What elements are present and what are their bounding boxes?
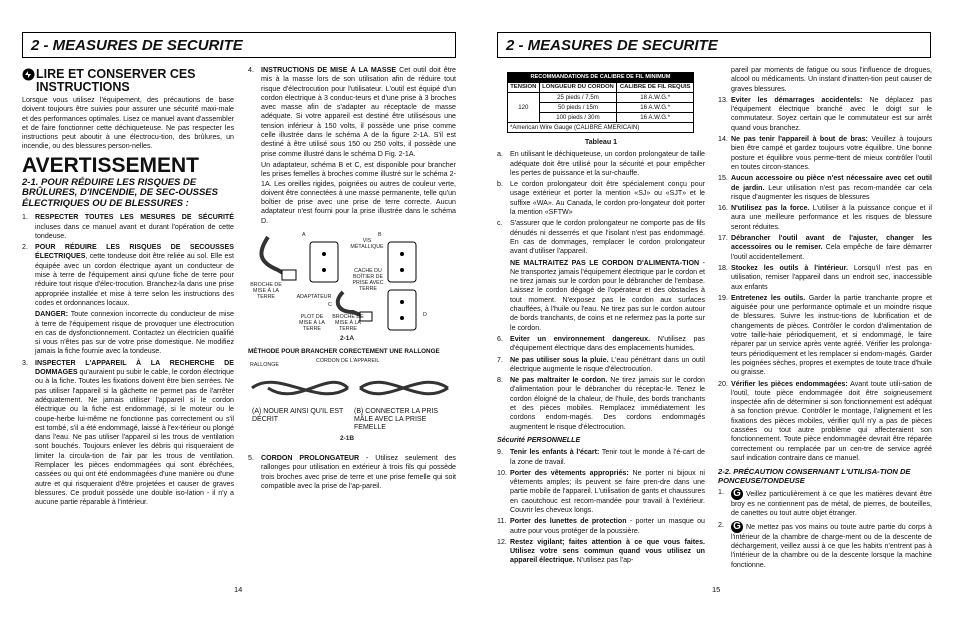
item-number: 7. — [497, 355, 503, 364]
item-number: 17. — [718, 234, 728, 243]
warning-symbol-icon: G — [731, 521, 743, 533]
item-body: Veuillez à toujours bien être campé et gardez toujours votre équilibre. Une bonne posture et équilibre vous perme-ttent de mieux contrôler l'outil en toutes circon-stances. — [731, 135, 932, 171]
label-broche-2: BROCHE DE MISE À LA TERRE — [332, 314, 364, 333]
item-number: 20. — [718, 379, 728, 388]
personal-safety-heading: Sécurité PERSONNELLE — [497, 435, 581, 444]
item-lead: INSTRUCTIONS DE MISE À LA MASSE — [261, 66, 397, 74]
item-lead: Tenir les enfants à l'écart: — [510, 448, 600, 457]
item-body: S'assurer que le cordon prolongateur ne comporte pas de fils dénudés ni desserrés et que l'isolant n'est pas endommagé. En cas de dommages, remplacer le cordon prolongateur avant d'utiliser l'appareil. — [510, 219, 705, 256]
item-body: incluses dans ce manuel avant et durant l'opération de cette tondeuse. — [35, 222, 234, 240]
left-page-header: 2 - MEASURES DE SECURITE — [22, 32, 456, 58]
right-column-1 — [497, 72, 705, 582]
item-body: Leur utilisation n'est pas recom-mandée car cela risque d'augmenter les risques de blessures — [731, 183, 932, 201]
wire-gauge-table — [507, 72, 694, 133]
item-lead: POUR RÉDUIRE LES RISQUES DE SECOUSSES ÉLECTRIQUES — [35, 243, 234, 261]
item-number: 2. — [22, 243, 28, 252]
table-header: LONGUEUR DU CORDON — [539, 83, 617, 93]
item-body: Le cordon prolongateur doit être spécialement conçu pour usage extérieur et porter la mention «SJ» ou «SJT» et le suffixe «WA». Au Canada, le cordon pro-longateur doit porter la mention «SFTW» — [510, 180, 705, 217]
item-body: , cette tondeuse doit être reliée au sol. Elle est équipée avec un cordon électrique ayant un conducteur de mise à terre de l'équipement ainsi qu'une fiche de terre pour réduire tout risque d'élec-trocution. Branchez-la dans une prise appropriée installée et mise à terre selon les instructions des codes et ordonnances locaux. — [35, 252, 234, 307]
item-body: L'utiliser à la puissance conçue et il aura une meilleure performance et les risques de blessure seront réduites. — [731, 204, 932, 231]
item-body: Garder la partie tranchante propre et aiguisée pour une performance optimale et un moindre risque de blessures. Suivre les instruc-tions de lubrification et de changements de pièces. Contrôler le cordon d'alimentation de votre taille-haie périodiquement, et si endommagé, le faire réparer par un service après vente agréé. Vérifier les prolonga-teurs périodiquement et les remplacer si endom-magés. Garder les poignées sèches, propres et exemptes de toute trace d'huile ou graisse. — [731, 293, 932, 377]
label-plot: PLOT DE MISE À LA TERRE — [299, 314, 325, 333]
list-item — [497, 376, 705, 432]
right-column-2 — [718, 66, 932, 582]
item-number: 16. — [718, 204, 728, 213]
item-number: 10. — [497, 468, 507, 477]
table-title: RECOMMANDATIONS DE CALIBRE DE FIL MINIMUM — [508, 73, 694, 83]
item-body: L'eau pénétrant dans un outil électrique augmente le risque d'électrocution. — [510, 355, 705, 373]
list-item — [718, 135, 932, 172]
item-text — [510, 538, 705, 566]
list-item — [718, 521, 932, 570]
left-page-number: 14 — [234, 585, 243, 594]
item-text — [731, 380, 932, 464]
item-text — [510, 150, 705, 178]
item-body: Veillez particulièrement à ce que les matières devant être broy es ne contiennent pas de métal, de pierres, de bouteilles, de canettes ou tout autre objet étranger. — [731, 490, 932, 518]
list-item — [22, 359, 234, 508]
item-body: Ne déplacez pas l'équipement électrique branché avec le doigt sur le commutateur. Soyez certain que le commutateur est sur arrêt quand vous branchez. — [731, 95, 932, 132]
label-a-noue: (A) NOUER AINSI QU'IL EST DÉCRIT — [252, 408, 344, 424]
figure-2-1a — [248, 232, 456, 344]
list-item — [718, 174, 932, 202]
list-item: 5. CORDON PROLONGATEUR - Utilisez seulement des rallonges pour utilisation en extérieur à trois fils qui possède trois broches avec prise de terre et une prise femelle qui soit compatible avec la prise de l'ap-pareil. — [248, 454, 456, 490]
list-item — [718, 204, 932, 232]
item-text — [731, 135, 932, 172]
item-text — [261, 161, 456, 225]
label-b: B — [378, 232, 382, 239]
item-lead: Aucun accessoire ou pièce n'est nécessaire avec cet outil de jardin. — [731, 174, 932, 192]
item-lead: INSPECTER L'APPAREIL À LA RECHERCHE DE DOMMAGES — [35, 358, 234, 377]
item-lead: RESPECTER TOUTES LES MESURES DE SÉCURITÉ — [35, 213, 234, 222]
item-text — [731, 264, 932, 292]
left-items-list — [22, 213, 234, 507]
warning-title: AVERTISSEMENT — [22, 153, 199, 177]
list-item — [248, 161, 456, 226]
item-number: 9. — [497, 448, 503, 457]
item-lead: Eviter les démarrages accidentels: — [731, 95, 863, 104]
continued-paragraph: pareil par moments de fatigue ou sous l'influence de drogues, alcool ou médicaments. Un instant d'inatten-tion peut causer de graves blessures. — [731, 66, 932, 93]
item-lead: Ne pas maltraiter le cordon. — [510, 376, 608, 385]
label-d: D — [423, 312, 427, 319]
list-item — [22, 310, 234, 356]
item-lead: Porter des vêtements appropriés: — [510, 468, 629, 477]
item-body: Ne tirez jamais sur le cordon d'alimentation pour le débrancher du réceptac-le. Tenez le cordon éloigné de la chaleur, de l'huile, des bords tranchants et des pièces mobiles. Remplacez immédiatement les cordons endom-magés. Des cordons endommagés augmentent le risque d'électrocution. — [510, 376, 705, 431]
figure-2-1b-title: MÉTHODE POUR BRANCHER CORECTEMENT UNE RALLONGE — [248, 348, 440, 356]
item-text — [35, 243, 234, 308]
item-text — [731, 294, 932, 378]
right-items-list — [497, 150, 705, 432]
table-caption: Tableau 1 — [584, 138, 618, 146]
item-text — [510, 219, 705, 256]
table-cell: 18 A.W.G.* — [617, 93, 694, 103]
item-number: c. — [497, 219, 503, 228]
item-body: Lorsqu'il n'est pas en utilisation, remiser l'appareil dans un endroit sec, inaccessible aux enfants — [731, 263, 932, 291]
item-text — [510, 259, 705, 332]
item-lead: Débrancher l'outil avant de l'ajuster, changer les accessoires ou le remiser. — [731, 234, 932, 252]
item-text — [510, 469, 705, 515]
list-item — [497, 356, 705, 375]
list-item — [497, 150, 705, 178]
item-number: 1. — [718, 488, 724, 497]
list-item — [497, 469, 705, 515]
item-text — [731, 488, 932, 519]
section-title: LIRE ET CONSERVER CES INSTRUCTIONS — [22, 68, 234, 93]
item-body: Avant toute utili-sation de l'outil, toute pièce endommagée doit être soigneusement inspectée afin de déterminer si son fonctionnement est adéquat à sa fonction prévue. Contrôler le montage, l'alignement et les fixations des pièces mobiles, vérifier qu'il n'y a pas de pièces cassées ou tout autre problème qui affecteraient son fonctionnement. Toute pièce endommagée devrait être réparée correctement ou remplacée par un cen-tre de service agréé sauf indication contraire dans ce manuel. — [731, 379, 932, 462]
figure-2-1b — [248, 348, 456, 448]
item-lead: Eviter un environnement dangereux. — [510, 334, 651, 343]
list-item — [718, 488, 932, 519]
right-page-number: 15 — [712, 585, 721, 594]
figure-caption-2-1b: 2-1B — [340, 435, 355, 443]
item-text — [35, 359, 234, 508]
item-number: 4. — [248, 66, 254, 74]
left-items-list-2 — [248, 66, 456, 226]
item-text — [731, 204, 932, 232]
list-item — [718, 96, 932, 133]
item-number: 1. — [22, 213, 28, 222]
item-body: Cet outil doit être mis à la masse lors de son utilisation afin de réduire tout risque d'électrocution pour l'utilisateur. L'outil est équipé d'un cordon électrique à 3 conduc-teurs et d'une prise à 3 broches avec masse afin de s'adapter au réceptacle de masse adéquate. Si votre appareil est destiné être utilisésous une tension inférieur à 150 volts, il possède une prise comme celle illustrée dans le schéma A de la figure 2-1A. S'il est destiné à être utilisé sous 150 ou 250 volts, il possède une prise comme illustré dans le schéma D Fig. 2-1A. — [261, 66, 456, 158]
item-lead: N'utilisez pas la force. — [731, 204, 810, 213]
table-cell: 25 pieds / 7,5m — [539, 93, 617, 103]
label-cordon: CORDON DE L'APPAREIL — [316, 358, 380, 365]
subsection-2-2: 2-2. PRÉCAUTION CONSERNANT L'UTILISA-TION DE PONCEUSE/TONDEUSE — [718, 467, 911, 486]
item-lead: DANGER: — [35, 310, 69, 319]
item-number: 12. — [497, 537, 507, 546]
subsection-2-1: 2-1. POUR RÉDUIRE LES RISQUES DE BRÛLURES, D'INCENDIE, DE SEC-OUSSES ÉLECTRIQUES OU DE BLESSURES : — [22, 176, 218, 209]
list-item — [22, 213, 234, 241]
item-lead: Vérifier les pièces endommagées: — [731, 379, 848, 388]
item-body: - Ne transportez jamais l'équipement électrique par le cordon et ne tirez jamais sur le cordon pour le débrancher de l'embase. Laissez le cordon dégagé de l'opérateur et des obstacles à tout moment. N'exposez pas le cordon aux surfaces chauffées, à l'huile ou l'eau. Ne tirez pas sur le cordon autour de bords tranchants, de coins et ne refermez pas la porte sur le cordon. — [510, 258, 705, 332]
item-text — [510, 356, 705, 375]
wire-gauge-table-wrap — [497, 72, 705, 133]
item-number: 15. — [718, 174, 728, 183]
item-number: 19. — [718, 293, 728, 302]
item-lead: Restez vigilant; faites attention à ce que vous faites. Utilisez votre sens commun quand vous utilisez un appareil électrique. — [510, 537, 705, 565]
item-number: 8. — [497, 376, 503, 385]
item-body: Toute connexion incorrecte du conducteur de mise à terre de l'équipement risque de provoquer une électrocution en cas de dysfonctionnement. Contactez un électricien qualifié si vous n'êtes pas sur de votre prise domestique. Ne modifiez jamais la fiche fournie avec la tondeuse. — [35, 310, 234, 356]
label-rallonge: RALLONGE — [250, 362, 279, 369]
right-items-list-4 — [718, 488, 932, 570]
list-item — [718, 234, 932, 262]
item-body: Ne porter ni bijoux ni vêtements amples; ils peuvent se faire pren-dre dans une partie mobile de l'appareil. L'utilisation de gants et chaussures en caoutchouc est recom-mandée pour travail à l'extérieur. Couvrir les cheveux longs. — [510, 468, 705, 514]
item-lead: Ne pas utiliser sous la pluie. — [510, 355, 609, 364]
label-vis: VIS MÉTALLIQUE — [350, 238, 384, 251]
list-item — [718, 264, 932, 292]
item-text — [510, 376, 705, 432]
table-cell: 100 pieds / 30m — [539, 113, 617, 123]
list-item — [497, 219, 705, 256]
item-lead: Ne pas tenir l'appareil à bout de bras: — [731, 135, 868, 144]
safety-alert-icon — [22, 68, 36, 93]
item-text — [731, 174, 932, 202]
label-broche: BROCHE DE MISE À LA TERRE — [250, 282, 282, 301]
item-number: 14. — [718, 135, 728, 144]
left-column-1 — [22, 66, 234, 571]
table-row — [508, 93, 694, 103]
list-item — [22, 243, 234, 308]
item-body: Ne mettez pas vos mains ou toute autre partie du corps à l'intérieur de la chambre de charge-ment ou de la descente de déchargement, veillez aussi à ce que les habits n'entrent pas à l'intérieur de la chambre ou de la descente lorsque la machine fonctionne. — [731, 522, 932, 569]
item-text — [35, 213, 234, 241]
item-body: N'utilisez pas d'équipement électrique dans des emplacements humides. — [510, 334, 705, 353]
table-note: *American Wire Gauge (CALIBRE AMERICAIN) — [508, 123, 694, 133]
list-item — [497, 517, 705, 536]
table-header: TENSION — [508, 83, 540, 93]
item-number: b. — [497, 180, 503, 189]
extension-cord-illustration — [248, 368, 456, 408]
warning-symbol-icon: G — [731, 488, 743, 500]
figure-caption-2-1a: 2-1A — [340, 335, 355, 343]
label-cache: CACHE DU BOÎTIER DE PRISE AVEC TERRE — [352, 268, 384, 293]
item-body: qu'auraient pu subir le cable, le cordon électrique ou à la fiche. Toutes les fixations doivent être bien serrées. Ne pas utiliser l'appareil si la gâchette ne permet pas de l'arrêter adéquatement. Ne jamais utiliser l'appareil si le cordon électrique ou la fiche est endommagé, si le moteur ou le coupe-herbe lui-même ne fonctionne pas correctement ou s'il est tombé, s'il a été endommagé, laissé à l'ex-térieur ou plongé dans l'eau. Ne pas utiliser l'appareil si les trous de ventilation sont bouchés. Toujours enlever les débris qui risqueraient de limiter la circula-tion de l'air par les trous de ventilation. Remplacer les pièces endommagées qui sont ébréchées, cassées ou qui ont été endommagées d'une manière ou d'une autre et qui risqueraient d'être projetées et causer de graves blessures. Ce produit possède une double iso-lation - il n'y a aucune partie réparable à l'intérieur. — [35, 368, 234, 507]
table-cell: 120 — [508, 93, 540, 123]
table-cell: 16 A.W.G.* — [617, 113, 694, 123]
table-cell: 16 A.W.G.* — [617, 103, 694, 113]
item-text — [731, 521, 932, 570]
item-text — [510, 180, 705, 217]
table-cell: 50 pieds / 15m — [539, 103, 617, 113]
list-item — [248, 66, 456, 159]
item-body: En utilisant le déchiqueteuse, un cordon prolongateur de taille adéquate doit être utilisé pour la sécurité et pour empêcher les pertes de puissance et la sur-chauffe. — [510, 150, 705, 177]
item-number: 2. — [718, 520, 724, 529]
item-number: 13. — [718, 95, 728, 104]
list-item — [497, 448, 705, 467]
item-text — [510, 517, 705, 536]
item-text — [35, 310, 234, 355]
label-b-connecter: (B) CONNECTER LA PRIS MÂLE AVEC LA PRISE FEMELLE — [354, 408, 439, 432]
item-body: N'utilisez pas l'ap- — [574, 556, 634, 565]
label-adaptateur: ADAPTATEUR — [296, 294, 332, 301]
item-number: 18. — [718, 263, 728, 272]
right-items-list-2 — [497, 448, 705, 566]
item-number: 6. — [497, 334, 503, 343]
list-item — [497, 335, 705, 354]
label-a: A — [302, 232, 306, 239]
item-number: a. — [497, 150, 503, 159]
item-body: Cela empêche de faire démarrer l'outil accidentellement. — [731, 243, 932, 261]
item-body: Un adaptateur, schéma B et C, est disponible pour brancher les prises femelles à broches comme illustré sur le schéma 2-1A. Les oreilles rigides, poignées ou autres de couleur verte, doivent être connectées à une masse permanente, telle qu'un boîtier de prise avec une prise de terre correcte. Aucun adaptateur n'est fourni pour la prise illustrée dans le schéma D. — [261, 160, 456, 225]
list-item — [497, 180, 705, 217]
item-text — [261, 66, 456, 159]
right-page-header: 2 - MEASURES DE SECURITE — [497, 32, 931, 58]
item-number: 11. — [497, 517, 507, 526]
list-item — [497, 259, 705, 333]
item-number: 3. — [22, 358, 28, 367]
item-text — [731, 96, 932, 133]
item-lead: NE MALTRAITEZ PAS LE CORDON D'ALIMENTA-TION — [510, 258, 700, 267]
list-item — [497, 538, 705, 566]
right-items-list-3 — [718, 96, 932, 463]
item-lead: Stockez les outils à l'intérieur. — [731, 263, 848, 272]
item-text — [510, 448, 705, 467]
item-lead: Entretenez les outils. — [731, 293, 806, 302]
item-body: Tenir tout le monde à l'é-cart de la zone de travail. — [510, 448, 705, 466]
list-item — [718, 380, 932, 464]
item-text — [510, 335, 705, 354]
label-c: C — [328, 302, 332, 309]
left-column-2 — [248, 66, 456, 571]
item-lead: Porter des lunettes de protection — [510, 517, 627, 526]
table-header: CALIBRE DE FIL REQUIS — [617, 83, 694, 93]
item-body: - porter un masque ou autre pour vous protéger de la poussière. — [510, 517, 705, 535]
item-text — [731, 234, 932, 262]
intro-paragraph: Lorsque vous utilisez l'équipement, des précautions de base doivent toujours être suivies pour assurer une sécurité maxi-male et des performances optimales. Lisez ce manuel avant d'assembler et de faire fonctionner cette déchiqueteuse. Ne pas respecter les instructions peut aboutir à une électrocu-tion, des brûlures, un incendie, ou des blessures person-nelles. — [22, 96, 234, 151]
list-item — [718, 294, 932, 378]
